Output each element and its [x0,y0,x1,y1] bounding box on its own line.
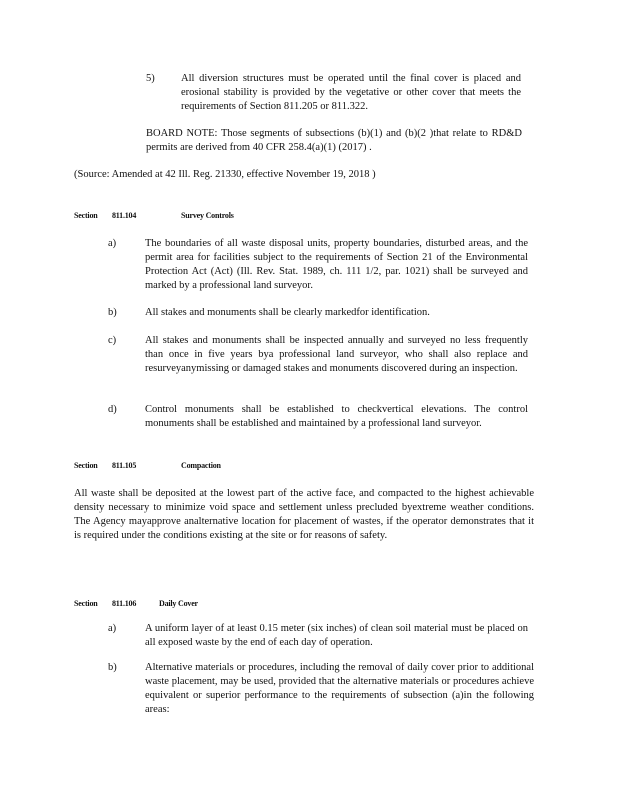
item-text: Control monuments shall be established to checkvertical elevations. The control monuments shall be established and maintained by a professional land surveyor. [145,404,528,429]
section-title: Daily Cover [159,599,198,608]
section-number: 811.105 [112,461,137,470]
section-word: Section [74,211,98,220]
section-word: Section [74,599,98,608]
item-label: c) [108,335,117,346]
board-note: BOARD NOTE: Those segments of subsections (b)(1) and (b)(2 )that relate to RD&D permits are derived from 40 CFR 258.4(a)(1) (2017) . [146,128,522,153]
item-text: All stakes and monuments shall be clearly markedfor identification. [145,307,430,318]
section-heading [74,599,274,609]
item-label: b) [108,662,117,673]
item-5-label: 5) [146,73,155,84]
item-text: All stakes and monuments shall be inspected annually and surveyed no less frequently than once in five years bya professional land surveyor, who shall also replace and resurveyanymissing or damaged stakes and monuments discovered during an inspection. [145,335,528,374]
compaction-paragraph: All waste shall be deposited at the lowest part of the active face, and compacted to the highest achievable density necessary to minimize void space and settlement unless precluded byextreme weather conditions. The Agency mayapprove analternative location for placement of wastes, if the operator demonstrates that it is required under the conditions existing at the site or for reasons of safety. [74,488,534,541]
item-label: a) [108,623,117,634]
section-heading [74,461,274,471]
item-label: d) [108,404,117,415]
section-number: 811.106 [112,599,137,608]
section-title: Survey Controls [181,211,234,220]
section-word: Section [74,461,98,470]
section-title: Compaction [181,461,221,470]
section-heading [74,211,274,221]
source-note: (Source: Amended at 42 Ill. Reg. 21330, effective November 19, 2018 ) [74,169,376,180]
item-text: A uniform layer of at least 0.15 meter (six inches) of clean soil material must be placed on all exposed waste by the end of each day of operation. [145,623,528,648]
item-text: The boundaries of all waste disposal units, property boundaries, disturbed areas, and the permit area for facilities subject to the requirements of Section 21 of the Environmental Protection Act (Act) (Ill. Rev. Stat. 1989, ch. 111 1/2, par. 1021) shall be surveyed and marked by a professional land surveyor. [145,238,528,291]
item-5-text: All diversion structures must be operated until the final cover is placed and erosional stability is provided by the vegetative or other cover that meets the requirements of Section 811.205 or 811.322. [181,73,521,112]
section-number: 811.104 [112,211,137,220]
item-label: b) [108,307,117,318]
item-label: a) [108,238,117,249]
item-text: Alternative materials or procedures, including the removal of daily cover prior to additional waste placement, may be used, provided that the alternative materials or procedures achieve equivalent or superior performance to the requirements of subsection (a)in the following areas: [145,662,534,715]
